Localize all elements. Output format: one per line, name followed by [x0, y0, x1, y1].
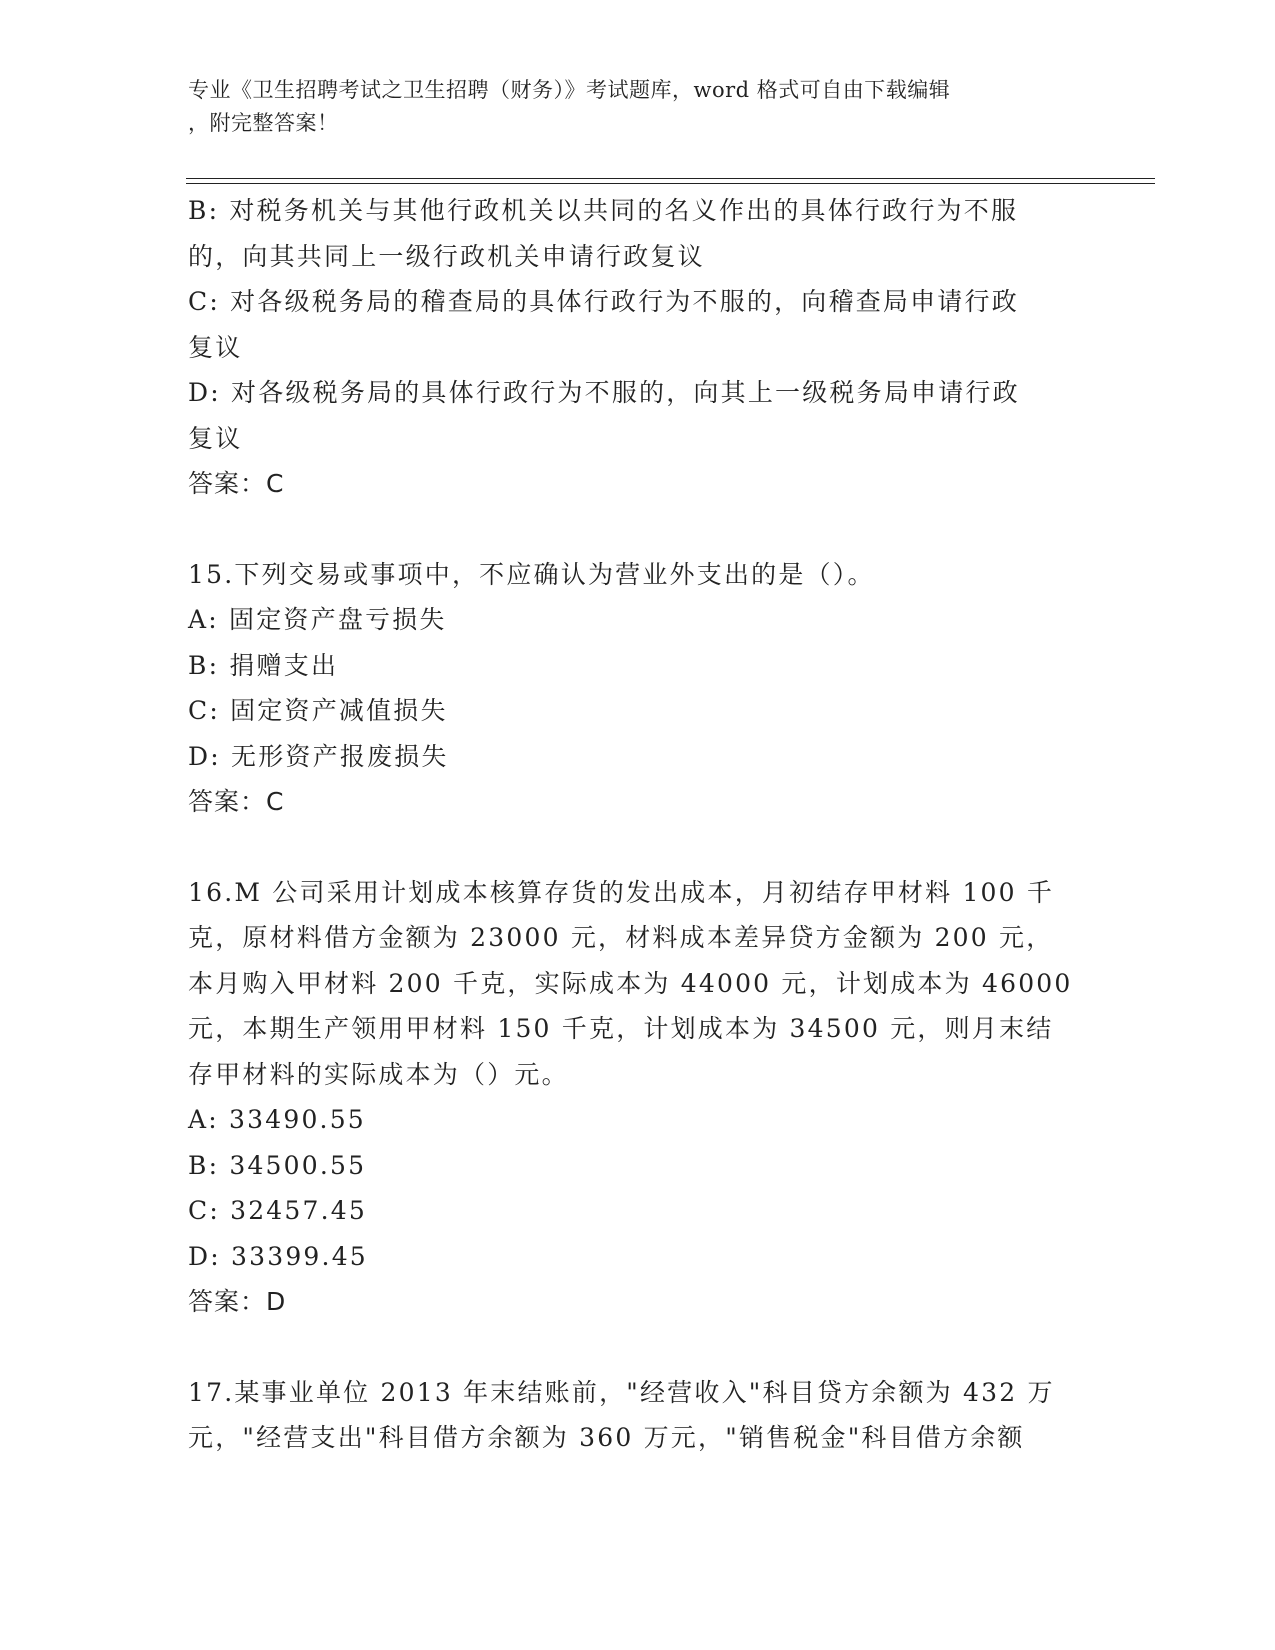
option-d-cont: 复议 — [188, 423, 243, 453]
spacer — [188, 825, 1068, 870]
question-stem-cont: 元，本期生产领用甲材料 150 千克，计划成本为 34500 元，则月末结 — [188, 1014, 1054, 1043]
question-stem-cont: 克，原材料借方金额为 23000 元，材料成本差异贷方金额为 200 元， — [188, 923, 1054, 952]
option-b: B: 对税务机关与其他行政机关以共同的名义作出的具体行政行为不服 — [188, 196, 1019, 225]
answer-15: 答案：C — [188, 787, 285, 816]
answer-14: 答案：C — [188, 469, 285, 498]
spacer — [188, 1325, 1068, 1370]
question-stem: 16.M 公司采用计划成本核算存货的发出成本，月初结存甲材料 100 千 — [188, 877, 1055, 907]
header-line-1: 专业《卫生招聘考试之卫生招聘（财务）》考试题库，word 格式可自由下载编辑 — [188, 78, 951, 102]
spacer — [188, 507, 1068, 552]
question-stem: 17.某事业单位 2013 年末结账前，"经营收入"科目贷方余额为 432 万 — [188, 1377, 1055, 1407]
question-17 — [188, 1370, 1068, 1461]
option-d: D: 无形资产报废损失 — [188, 741, 449, 771]
option-c: C: 对各级税务局的稽查局的具体行政行为不服的，向稽查局申请行政 — [188, 287, 1019, 316]
option-c: C: 固定资产减值损失 — [188, 696, 448, 725]
question-stem: 15.下列交易或事项中，不应确认为营业外支出的是（）。 — [188, 559, 875, 589]
header-divider — [186, 178, 1155, 184]
document-header — [188, 74, 1088, 140]
question-14-continued — [188, 188, 1068, 507]
option-b-cont: 的，向其共同上一级行政机关申请行政复议 — [188, 241, 705, 271]
option-b: B: 捐赠支出 — [188, 650, 339, 680]
option-a: A: 33490.55 — [188, 1105, 366, 1134]
header-line-2: ，附完整答案！ — [188, 111, 339, 135]
question-stem-cont: 本月购入甲材料 200 千克，实际成本为 44000 元，计划成本为 46000 — [188, 968, 1073, 998]
answer-16: 答案：D — [188, 1287, 287, 1316]
option-d: D: 33399.45 — [188, 1241, 368, 1271]
option-b: B: 34500.55 — [188, 1150, 367, 1180]
question-stem-cont: 元，"经营支出"科目借方余额为 360 万元，"销售税金"科目借方余额 — [188, 1423, 1025, 1452]
option-c: C: 32457.45 — [188, 1196, 367, 1225]
question-16 — [188, 870, 1073, 1325]
question-stem-cont: 存甲材料的实际成本为（）元。 — [188, 1059, 569, 1089]
option-c-cont: 复议 — [188, 332, 243, 362]
option-a: A: 固定资产盘亏损失 — [188, 605, 447, 634]
option-d: D: 对各级税务局的具体行政行为不服的，向其上一级税务局申请行政 — [188, 378, 1020, 407]
document-body — [188, 188, 1073, 1461]
question-15 — [188, 552, 1068, 825]
